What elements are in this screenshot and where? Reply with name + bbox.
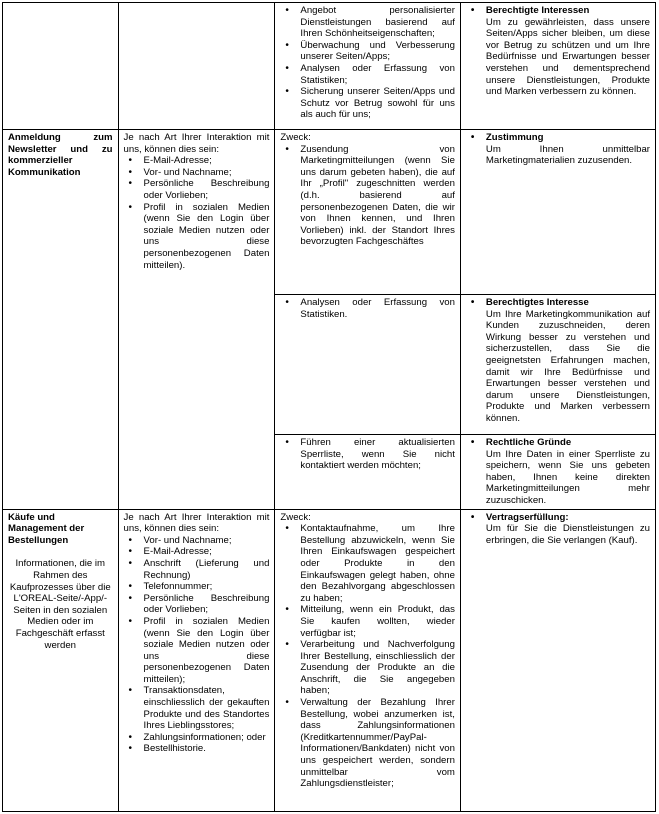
list-item: • Profil in sozialen Medien (wenn Sie den Login über soziale Medien nutzen oder uns diese personenbezogenen Daten mitteilen); [124,616,270,686]
legal-basis-title: • Berechtigte Interessen [466,5,650,17]
table-row [3,509,656,811]
legal-basis-cell [460,130,655,295]
data-processing-table [2,2,656,812]
list-item: • E-Mail-Adresse; [124,546,270,558]
legal-basis-cell [460,509,655,811]
list-item: • Transaktionsdaten, einschliesslich der gekauften Produkte und des Standortes Ihres Lieblingsstores; [124,685,270,731]
legal-basis-title: • Zustimmung [466,132,650,144]
legal-basis-cell [460,3,655,130]
legal-basis-title: • Rechtliche Gründe [466,437,650,449]
purpose-cell [275,435,461,510]
category-title: Käufe und Management der Bestellungen [8,511,85,546]
list-item: • Vor- und Nachname; [124,167,270,179]
legal-basis-text: Um Ihnen unmittelbar Marketingmaterialien zuzusenden. [485,143,650,167]
purpose-list [280,5,455,121]
purpose-list [280,144,455,248]
list-item: • E-Mail-Adresse; [124,155,270,167]
data-list [124,155,270,271]
list-item: • Zahlungsinformationen; oder [124,732,270,744]
list-item: • Führen einer aktualisierten Sperrliste, wenn Sie nicht kontaktiert werden möchten; [280,437,455,472]
list-item: • Kontaktaufnahme, um Ihre Bestellung abzuwickeln, wenn Sie Ihren Einkaufswagen gespeichert oder Produkte in den Einkaufswagen gelegt haben, ohne den Bezahlvorgang abgeschlossen zu haben; [280,523,455,604]
purpose-list [280,297,455,320]
purpose-cell [275,130,461,295]
list-item: • Verarbeitung und Nachverfolgung Ihrer Bestellung, einschliesslich der Zusendung der Produkte an die Anschrift, die Sie angegeben haben; [280,639,455,697]
category-cell [3,130,119,510]
list-item: • Mitteilung, wenn ein Produkt, das Sie kaufen wollten, wieder verfügbar ist; [280,604,455,639]
category-cell [3,3,119,130]
category-note: Informationen, die im Rahmen des Kaufprozesses über die L'OREAL-Seite/-App/-Seiten in den sozialen Medien oder im Fachgeschäft erfasst werden [9,558,111,651]
purpose-cell [275,295,461,435]
legal-basis-text: Um Ihre Daten in einer Sperrliste zu speichern, wenn Sie uns gebeten haben, Ihnen keine direkten Marketingmitteilungen mehr zuzuschicken. [485,448,650,506]
legal-basis-text: Um für Sie die Dienstleistungen zu erbringen, die Sie verlangen (Kauf). [485,523,650,546]
category-title: Anmeldung zum Newsletter und zu kommerzieller Kommunikation [8,132,113,178]
purpose-cell [275,3,461,130]
list-item: • Bestellhistorie. [124,743,270,755]
legal-basis-text: Um Ihre Marketingkommunikation auf Kunden zuzuschneiden, deren Wirkung besser zu verstehen und sicherzustellen, dass Sie die geeignetsten Erfahrungen machen, damit wir Ihre Bedürfnisse und Erwartungen besser verstehen und darum unsere Dienstleistungen, Produkte und Marken verbessern können. [485,308,650,424]
purpose-list [280,437,455,472]
list-item: • Sicherung unserer Seiten/Apps und Schutz vor Betrug sowohl für uns als auch für uns; [280,86,455,121]
category-cell [3,509,119,811]
data-cell [118,509,275,811]
list-item: • Überwachung und Verbesserung unserer Seiten/Apps; [280,40,455,63]
data-cell [118,3,275,130]
data-intro: Je nach Art Ihrer Interaktion mit uns, können dies sein: [123,511,270,535]
list-item: • Persönliche Beschreibung oder Vorlieben; [124,593,270,616]
list-item: • Analysen oder Erfassung von Statistiken; [280,63,455,86]
list-item: • Profil in sozialen Medien (wenn Sie den Login über soziale Medien nutzen oder uns diese personenbezogenen Daten mitteilen). [124,202,270,272]
legal-basis-title: • Vertragserfüllung: [466,512,650,524]
data-intro: Je nach Art Ihrer Interaktion mit uns, können dies sein: [123,132,270,155]
list-item: • Verwaltung der Bezahlung Ihrer Bestellung, wobei anzumerken ist, dass Zahlungsinformationen (Kreditkartennummer/PayPal-Informationen/Bankdaten) nicht von uns gespeichert werden, sondern unmittelbar vom Zahlungsdienstleister; [280,697,455,790]
list-item: • Vor- und Nachname; [124,535,270,547]
list-item: • Anschrift (Lieferung und Rechnung) [124,558,270,581]
legal-basis-text: Um zu gewährleisten, dass unsere Seiten/Apps sicher bleiben, um diese vor Betrug zu schützen und um Ihre Bedürfnisse und Erwartungen besser verstehen und dementsprechend unsere Dienstleistungen, Produkte und Marken verbessern zu können. [485,16,650,98]
list-item: • Analysen oder Erfassung von Statistiken. [280,297,455,320]
purpose-cell [275,509,461,811]
list-item: • Telefonnummer; [124,581,270,593]
list-item: • Angebot personalisierter Dienstleistungen basierend auf Ihren Schönheitseigenschaften; [280,5,455,40]
data-list [124,535,270,755]
list-item: • Persönliche Beschreibung oder Vorlieben; [124,178,270,201]
legal-basis-cell [460,295,655,435]
purpose-label: Zweck: [280,511,311,523]
purpose-list [280,523,455,790]
data-cell [118,130,275,510]
legal-basis-title: • Berechtigtes Interesse [466,297,650,309]
table-row [3,3,656,130]
table-row [3,130,656,295]
purpose-label: Zweck: [280,132,311,143]
list-item: • Zusendung von Marketingmitteilungen (wenn Sie uns darum gebeten haben), die auf Ihr „Profil" zugeschnitten werden (d.h. basierend auf personenbezogenen Daten, die wir von Ihnen kennen, und Ihren Vorlieben) inkl. der Standort Ihres bevorzugten Fachgeschäftes [280,144,455,248]
legal-basis-cell [460,435,655,510]
